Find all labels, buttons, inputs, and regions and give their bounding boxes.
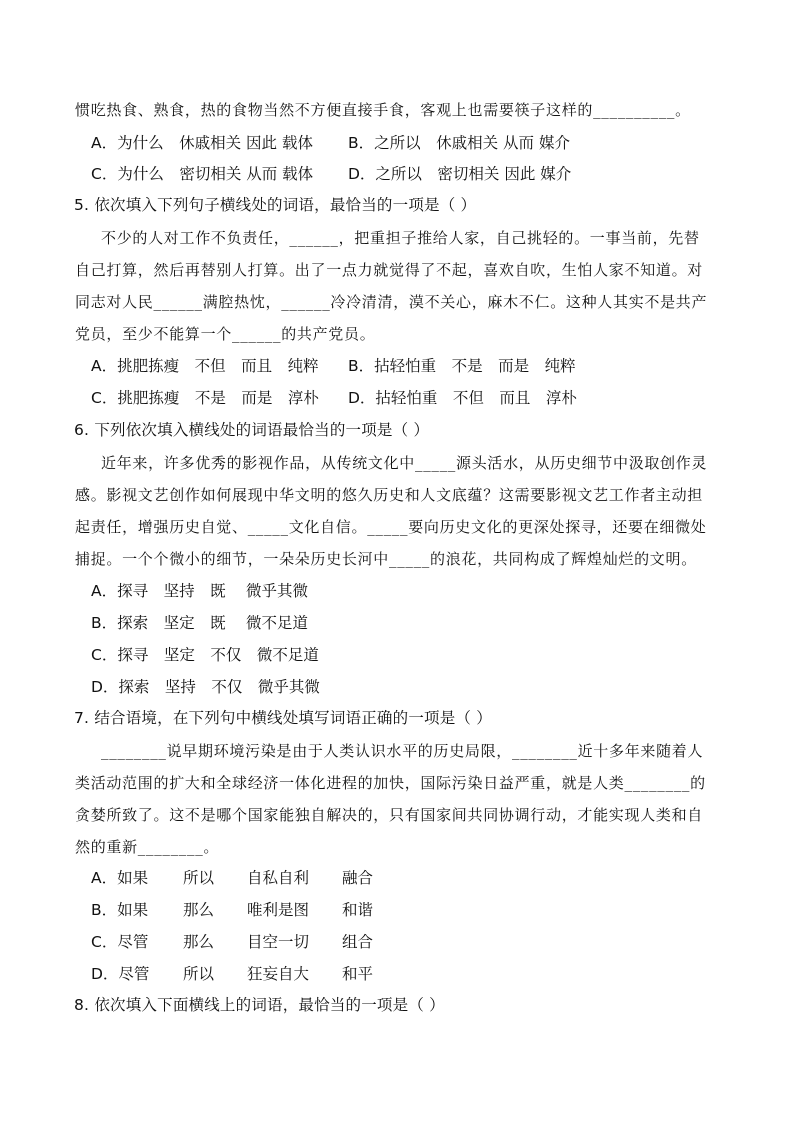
question-7: 7. 结合语境，在下列句中横线处填写词语正确的一项是（ ） [74, 709, 492, 727]
q7-option-d-word-2: 所以 [183, 965, 215, 983]
q7-option-c-word-3: 目空一切 [247, 933, 310, 951]
q5-passage-line-1: 不少的人对工作不负责任，______，把重担子推给人家，自己挑轻的。一事当前，先替 [101, 229, 700, 247]
q7-option-b-word-2: 那么 [183, 901, 215, 919]
q5-passage-line-4: 党员，至少不能算一个______的共产党员。 [75, 325, 376, 343]
continued-option-a: A．为什么 休戚相关 因此 载体 [91, 134, 313, 152]
continued-option-b: B．之所以 休戚相关 从而 媒介 [348, 134, 570, 152]
q7-option-a-word-2: 所以 [183, 869, 215, 887]
q5-passage-line-2: 自己打算，然后再替别人打算。出了一点力就觉得了不起，喜欢自吹，生怕人家不知道。对 [75, 261, 704, 279]
q5-option-b: B．拈轻怕重 不是 而是 纯粹 [348, 357, 576, 375]
q6-option-d: D．探索 坚持 不仅 微乎其微 [91, 678, 320, 696]
q7-passage-line-2: 类活动范围的扩大和全球经济一体化进程的加快，国际污染日益严重，就是人类________的 [75, 774, 706, 792]
q7-option-d [91, 967, 421, 987]
question-6: 6. 下列依次填入横线处的词语最恰当的一项是（ ） [74, 421, 430, 439]
q7-option-b-word-3: 唯利是图 [247, 901, 310, 919]
q6-passage-line-3: 起责任，增强历史自觉、_____文化自信。_____要向历史文化的更深处探寻，还要在细微处 [75, 518, 707, 536]
q7-passage-line-3: 贪婪所致了。这不是哪个国家能独自解决的，只有国家间共同协调行动，才能实现人类和自 [75, 806, 704, 824]
q7-option-b-word-1: B．如果 [91, 901, 149, 919]
q7-option-b [91, 903, 421, 923]
q5-option-a: A．挑肥拣瘦 不但 而且 纯粹 [91, 357, 319, 375]
question-5: 5. 依次填入下列句子横线处的词语，最恰当的一项是（ ） [74, 196, 477, 214]
q7-option-d-word-1: D．尽管 [91, 965, 150, 983]
q6-passage-line-1: 近年来，许多优秀的影视作品，从传统文化中_____源头活水，从历史细节中汲取创作灵 [101, 454, 708, 472]
q7-option-c [91, 935, 421, 955]
q7-option-c-word-1: C．尽管 [91, 933, 149, 951]
q6-option-a: A．探寻 坚持 既 微乎其微 [91, 582, 309, 600]
q7-option-a-word-4: 融合 [342, 869, 374, 887]
q7-passage-line-4: 然的重新________。 [75, 838, 220, 856]
q7-option-c-word-4: 组合 [342, 933, 374, 951]
q7-option-b-word-4: 和谐 [342, 901, 374, 919]
q7-option-d-word-4: 和平 [342, 965, 374, 983]
q6-option-c: C．探寻 坚定 不仅 微不足道 [91, 646, 319, 664]
q7-option-a-word-1: A．如果 [91, 869, 149, 887]
q7-option-d-word-3: 狂妄自大 [247, 965, 310, 983]
question-8: 8. 依次填入下面横线上的词语，最恰当的一项是（ ） [74, 996, 445, 1014]
continued-passage-line: 惯吃热食、熟食，热的食物当然不方便直接手食，客观上也需要筷子这样的__________。 [75, 101, 691, 119]
q5-option-d: D．拈轻怕重 不但 而且 淳朴 [348, 389, 577, 407]
q7-option-a [91, 871, 421, 891]
q6-option-b: B．探索 坚定 既 微不足道 [91, 614, 309, 632]
q7-option-a-word-3: 自私自利 [247, 869, 310, 887]
continued-option-d: D．之所以 密切相关 因此 媒介 [348, 165, 572, 183]
q6-passage-line-4: 捕捉。一个个微小的细节，一朵朵历史长河中_____的浪花，共同构成了辉煌灿烂的文明。 [75, 550, 697, 568]
continued-option-c: C．为什么 密切相关 从而 载体 [91, 165, 314, 183]
q5-option-c: C．挑肥拣瘦 不是 而是 淳朴 [91, 389, 319, 407]
q6-passage-line-2: 感。影视文艺创作如何展现中华文明的悠久历史和人文底蕴？这需要影视文艺工作者主动担 [75, 486, 704, 504]
q5-passage-line-3: 同志对人民______满腔热忱，______冷冷清清，漠不关心，麻木不仁。这种人其实不是共产 [75, 293, 708, 311]
q7-option-c-word-2: 那么 [183, 933, 215, 951]
q7-passage-line-1: ________说早期环境污染是由于人类认识水平的历史局限，________近十多年来随着人 [101, 742, 704, 760]
